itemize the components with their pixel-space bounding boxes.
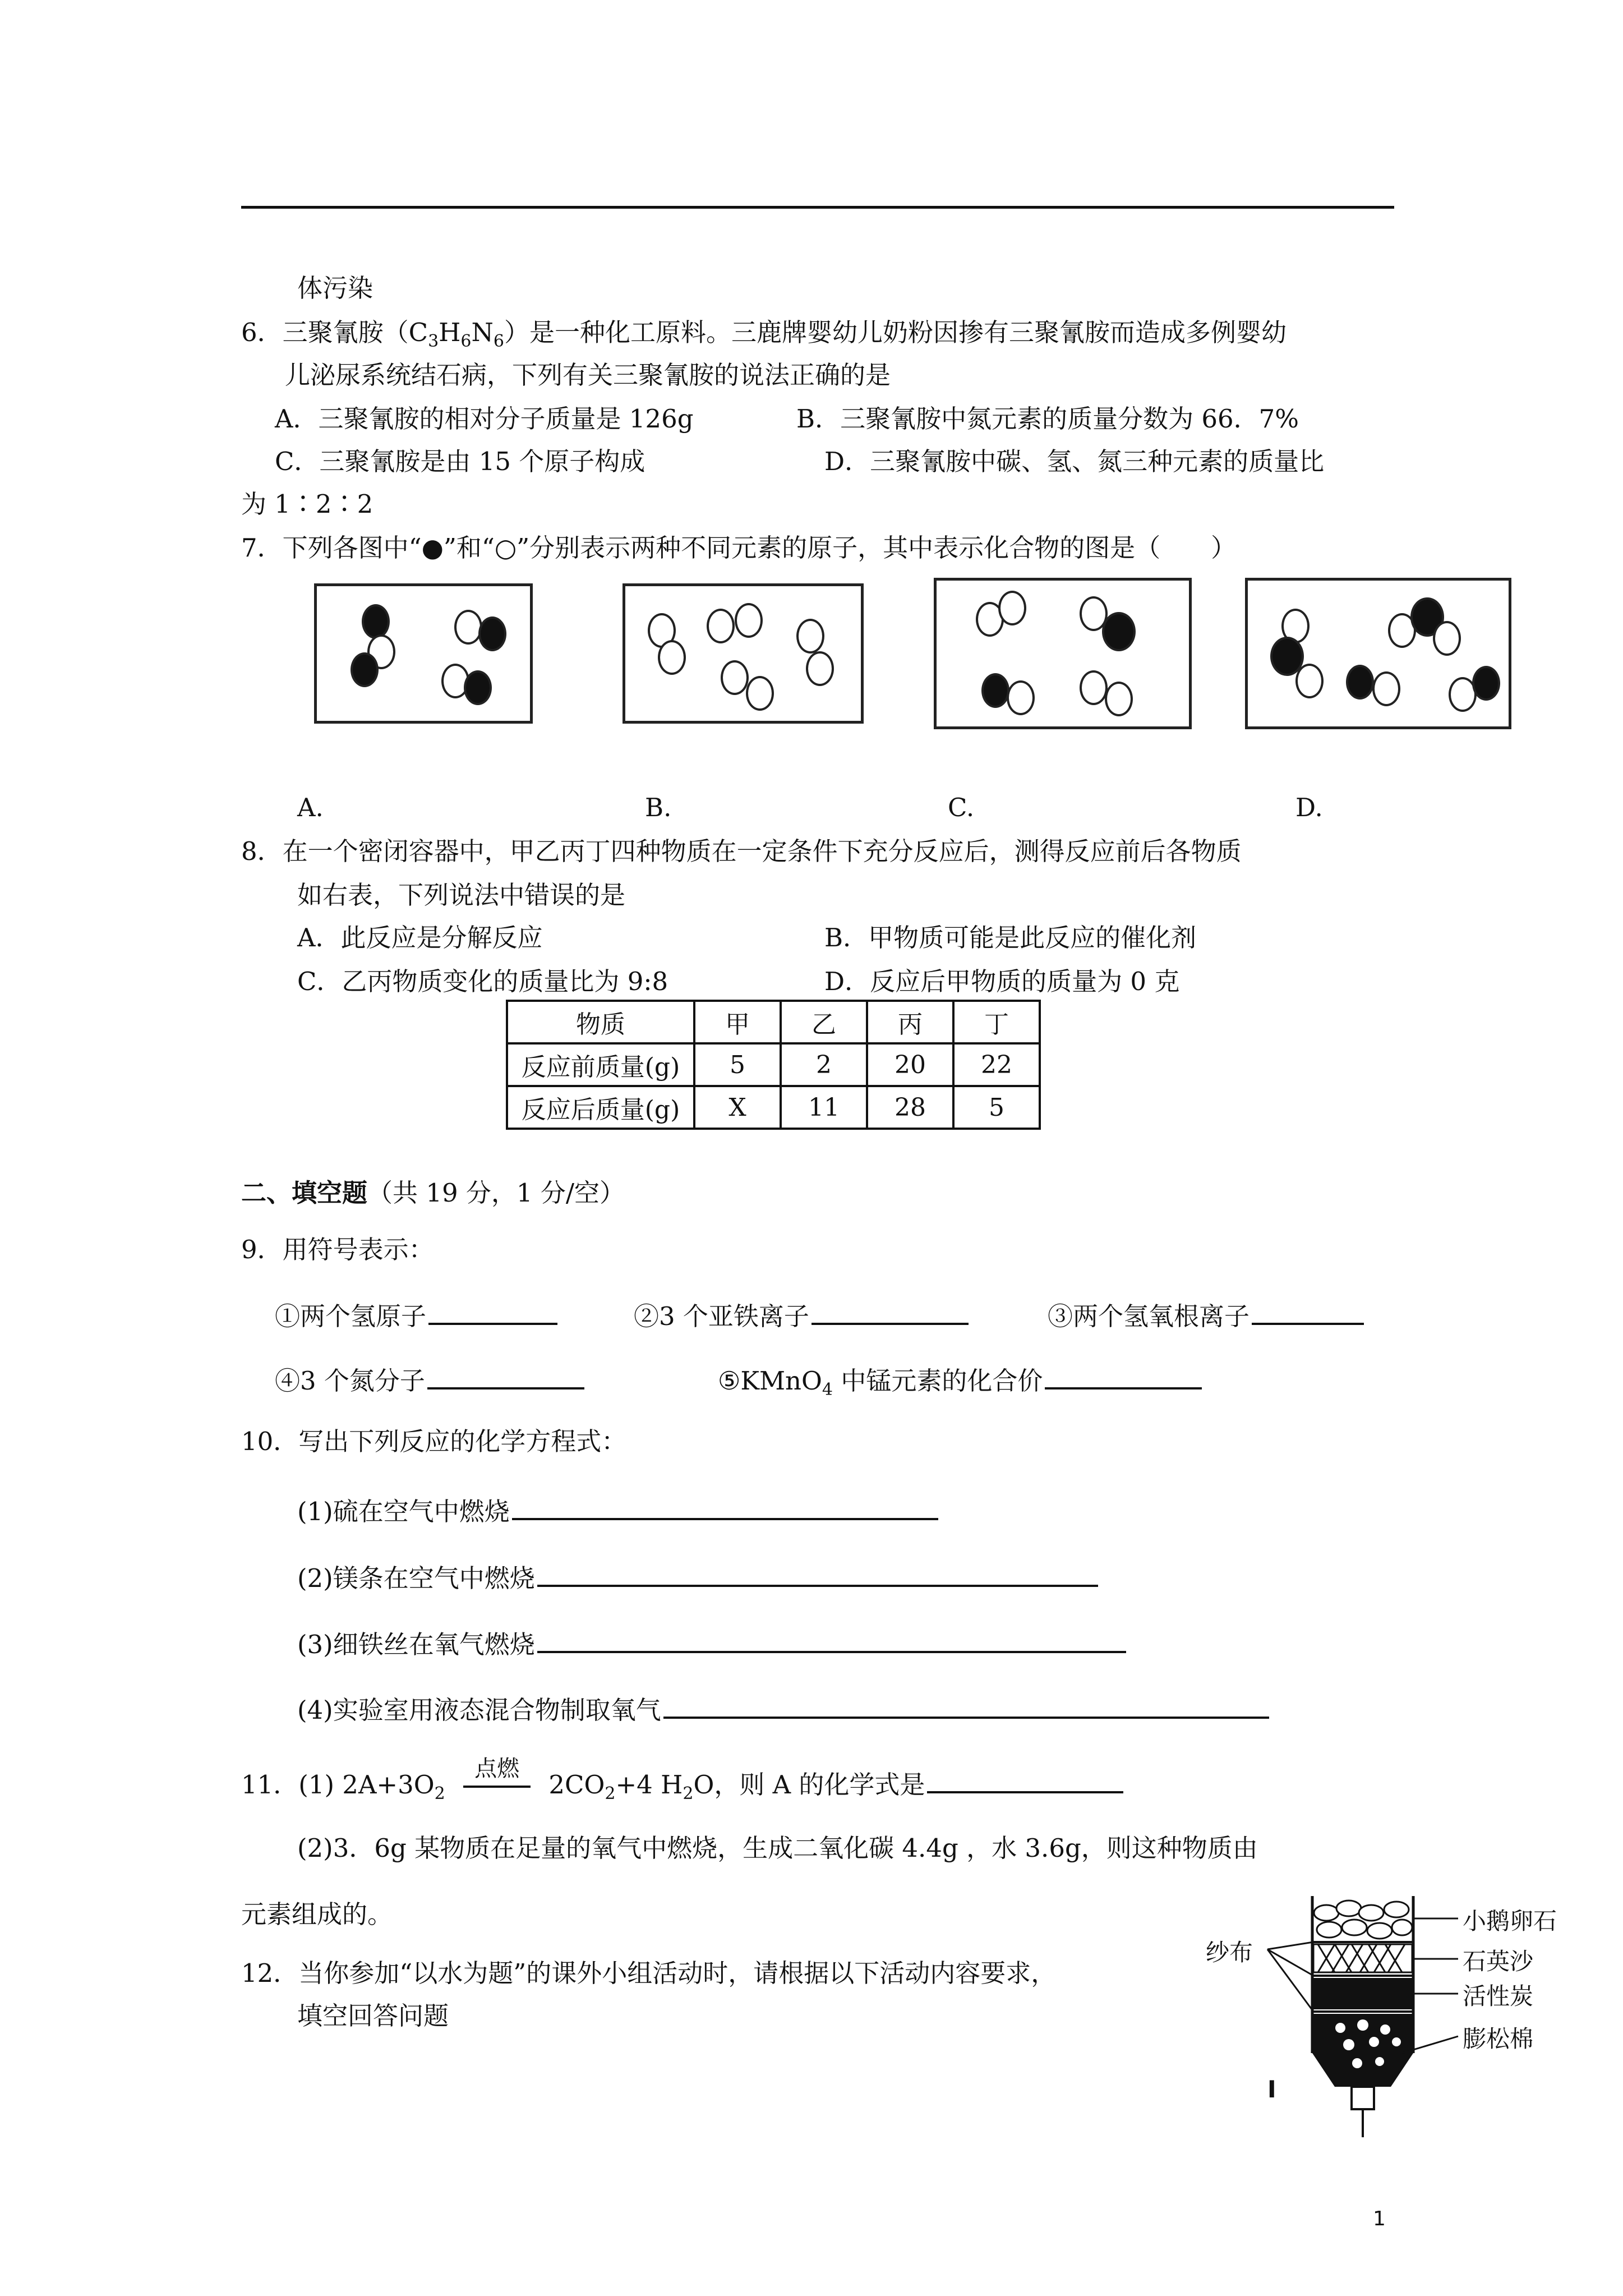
table-cell: 22 [953,1043,1040,1086]
atom-light [1007,680,1035,715]
table-header-cell: 物质 [507,1001,694,1043]
q7-stem: 7．下列各图中“●”和“○”分别表示两种不同元素的原子，其中表示化合物的图是（ ） [241,533,1237,563]
atom-light [746,676,774,711]
atom-light [1105,682,1133,716]
atom-light [796,619,824,654]
q9-stem: 9．用符号表示： [241,1235,434,1264]
q8-stem-line2: 如右表，下列说法中错误的是 [297,880,626,910]
q7-diagram-b [623,583,864,724]
table-cell: 2 [781,1043,867,1086]
q7-label-d: D. [1295,793,1323,822]
q6-option-b: B．三聚氰胺中氮元素的质量分数为 66．7% [796,404,1299,434]
answer-blank[interactable] [428,1296,557,1325]
q7-label-a: A. [297,793,324,822]
water-filter-figure [1200,1874,1557,2148]
table-cell: 反应后质量(g) [507,1086,694,1129]
atom-light [721,660,749,695]
q11-part-2: (2)3．6g 某物质在足量的氧气中燃烧，生成二氧化碳 4.4g ，水 3.6g，则这种物质由 [297,1833,1258,1863]
q9-item-4: ④3 个氮分子 [275,1360,584,1398]
atom-light [454,610,482,645]
atom-dark [351,652,379,687]
q7-diagram-d [1245,578,1511,729]
atom-dark [981,673,1009,708]
q6-stem-line1: 6．三聚氰胺$(C_3H_6N_6)$是一种化工原料。三鹿牌婴幼儿奶粉因掺有三聚氰胺而造成多例婴幼 [241,318,1287,351]
q11-part-2-tail: 元素组成的。 [241,1899,393,1929]
table-cell: 28 [867,1086,953,1129]
header-rule [241,206,1394,209]
q6-option-d: D．三聚氰胺中碳、氢、氮三种元素的质量比 [824,447,1325,476]
atom-dark [1346,665,1374,700]
q6-option-a: A．三聚氰胺的相对分子质量是 126g [275,404,694,434]
q12-stem-line2: 填空回答问题 [297,2001,449,2031]
label-pebbles: 小鹅卵石 [1463,1907,1557,1935]
atom-light [998,591,1026,625]
answer-blank[interactable] [1252,1296,1364,1325]
answer-blank[interactable] [1045,1360,1202,1389]
q8-option-a: A．此反应是分解反应 [297,923,543,953]
table-cell: X [694,1086,781,1129]
q6-stem-line2: 儿泌尿系统结石病，下列有关三聚氰胺的说法正确的是 [285,360,891,390]
q10-item-3: (3)细铁丝在氧气燃烧 [297,1624,1126,1662]
atom-dark [478,616,506,651]
table-cell: 反应前质量(g) [507,1043,694,1086]
q6-option-d-tail: 为 1∶2∶2 [241,489,374,519]
q8-option-d: D．反应后甲物质的质量为 0 克 [824,967,1180,996]
label-quartz-sand: 石英沙 [1463,1948,1534,1975]
page-number: 1 [1373,2207,1386,2230]
table-header-cell: 丁 [953,1001,1040,1043]
table-header-cell: 甲 [694,1001,781,1043]
q10-item-2: (2)镁条在空气中燃烧 [297,1558,1098,1595]
table-row [507,1001,1040,1043]
q8-option-c: C．乙丙物质变化的质量比为 9:8 [297,967,668,996]
table-cell: 5 [694,1043,781,1086]
atom-light [735,603,763,638]
answer-blank[interactable] [512,1491,938,1520]
q11-part-1: 11．(1) $2A+3O_2$ 点燃 $2CO_2+4$ $H_2O$，则 A 的化学式是 [241,1764,1123,1811]
q7-label-c: C. [948,793,975,822]
atom-dark [464,670,492,705]
q7-diagram-c [934,578,1192,729]
atom-light [1080,670,1108,705]
q10-item-4: (4)实验室用液态混合物制取氧气 [297,1690,1269,1727]
answer-blank[interactable] [927,1764,1123,1793]
equals-bar [463,1786,531,1788]
q9-item-3: ③两个氢氧根离子 [1048,1296,1364,1333]
table-row [507,1086,1040,1129]
q12-stem-line1: 12．当你参加“以水为题”的课外小组活动时，请根据以下活动内容要求， [241,1958,1057,1988]
table-cell: 11 [781,1086,867,1129]
answer-blank[interactable] [663,1690,1269,1719]
reaction-condition: 点燃 [463,1766,531,1793]
atom-dark [1102,612,1136,651]
q8-option-b: B．甲物质可能是此反应的催化剂 [824,923,1197,953]
atom-light [658,640,686,675]
q9-item-2: ②3 个亚铁离子 [634,1296,969,1333]
atom-light [1372,671,1400,706]
atom-light [1295,664,1324,698]
answer-blank[interactable] [811,1296,969,1325]
table-cell: 5 [953,1086,1040,1129]
atom-light [707,609,735,643]
q7-label-b: B. [645,793,672,822]
label-activated-carbon: 活性炭 [1463,1982,1534,2010]
q10-item-1: (1)硫在空气中燃烧 [297,1491,938,1529]
atom-light [1433,621,1461,656]
answer-blank[interactable] [427,1360,584,1389]
q8-mass-table [506,1000,1041,1130]
figure-roman-label: I [1267,2076,1276,2103]
table-row [507,1043,1040,1086]
atom-dark [1472,666,1500,701]
table-header-cell: 丙 [867,1001,953,1043]
atom-dark [362,604,390,639]
q9-item-5: ⑤KMnO$_4$ 中锰元素的化合价 [718,1360,1202,1407]
q9-item-1: ①两个氢原子 [275,1296,557,1333]
atom-light [806,651,834,686]
table-cell: 20 [867,1043,953,1086]
table-header-cell: 乙 [781,1001,867,1043]
answer-blank[interactable] [537,1624,1126,1653]
q7-diagram-a [314,583,533,724]
q6-option-c: C．三聚氰胺是由 15 个原子构成 [275,447,645,476]
section-2-heading: 二、填空题（共 19 分，1 分/空） [241,1178,625,1208]
q8-stem-line1: 8．在一个密闭容器中，甲乙丙丁四种物质在一定条件下充分反应后，测得反应前后各物质 [241,836,1242,866]
label-gauze: 纱布 [1206,1939,1253,1966]
answer-blank[interactable] [537,1558,1098,1587]
q5-tail: 体污染 [297,273,374,303]
q10-stem: 10．写出下列反应的化学方程式： [241,1427,627,1456]
label-cotton: 膨松棉 [1463,2025,1534,2053]
